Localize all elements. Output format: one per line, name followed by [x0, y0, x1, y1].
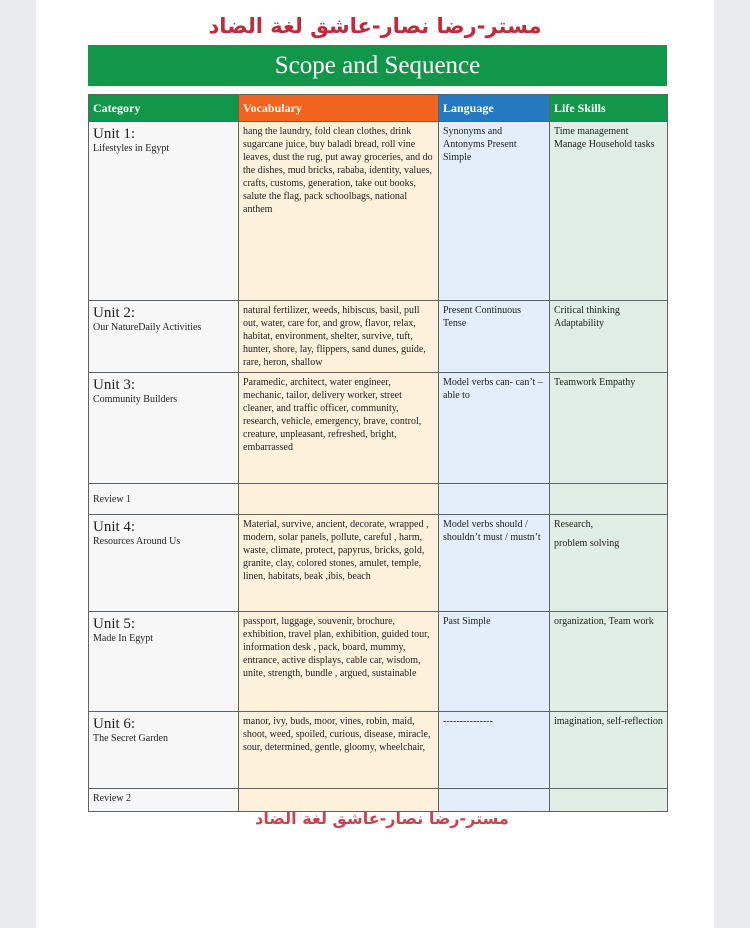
scope-sequence-table	[88, 94, 668, 812]
vocabulary-cell: natural fertilizer, weeds, hibiscus, basil, pull out, water, care for, and grow, flavor, relax, habitat, environment, shelter, survive, tuft, hunter, shore, lay, flippers, sand dunes, guide, rare, heron, shallow	[239, 301, 439, 373]
life-skill-item: problem solving	[554, 538, 620, 549]
header-vocabulary: Vocabulary	[239, 95, 439, 122]
unit-subtitle: Lifestyles in Egypt	[93, 143, 170, 154]
vocabulary-cell	[239, 484, 439, 515]
life-skills-cell: Teamwork Empathy	[550, 373, 668, 484]
life-skill-item: Research,	[554, 519, 594, 530]
life-skills-cell	[550, 484, 668, 515]
vocabulary-cell: Paramedic, architect, water engineer, mechanic, tailor, delivery worker, street cleaner, and traffic officer, community, research, vehicle, emergency, brave, control, creature, unpleasant, refreshed, bright, embarrassed	[239, 373, 439, 484]
watermark-bottom: مستر-رضا نصار-عاشق لغة الضاد	[255, 809, 509, 828]
header-language: Language	[439, 95, 550, 122]
review-label: Review 2	[89, 789, 239, 812]
category-cell	[89, 373, 239, 484]
unit-subtitle: Made In Egypt	[93, 633, 153, 644]
unit-subtitle: Resources Around Us	[93, 536, 181, 547]
table-row	[89, 484, 668, 515]
vocabulary-cell: Material, survive, ancient, decorate, wrapped , modern, solar panels, pollute, careful , harm, waste, climate, protect, papyrus, bricks, gold, granite, clay, colored stones, amulet, temple, linen, habitats, beak ,ibis, beach	[239, 515, 439, 612]
category-cell	[89, 712, 239, 789]
life-skills-cell	[550, 515, 668, 612]
life-skills-cell: imagination, self-reflection	[550, 712, 668, 789]
unit-title: Unit 6:	[93, 716, 136, 732]
table-row	[89, 515, 668, 612]
table-header-row	[89, 95, 668, 122]
unit-title: Unit 5:	[93, 616, 136, 632]
review-label: Review 1	[89, 484, 239, 515]
category-cell	[89, 122, 239, 301]
vocabulary-cell: manor, ivy, buds, moor, vines, robin, maid, shoot, weed, spoiled, curious, disease, miracle, sour, determined, gentle, gloomy, wheelchair,	[239, 712, 439, 789]
life-skills-cell: organization, Team work	[550, 612, 668, 712]
language-cell: Past Simple	[439, 612, 550, 712]
language-cell	[439, 484, 550, 515]
category-cell	[89, 612, 239, 712]
unit-title: Unit 1:	[93, 126, 136, 142]
watermark-top: مستر-رضا نصار-عاشق لغة الضاد	[208, 14, 542, 38]
language-cell: ---------------	[439, 712, 550, 789]
unit-title: Unit 4:	[93, 519, 136, 535]
language-cell: Model verbs can- can’t – able to	[439, 373, 550, 484]
vocabulary-cell: hang the laundry, fold clean clothes, drink sugarcane juice, buy baladi bread, roll vine leaves, dust the rug, put away groceries, and do the dishes, mud bricks, rababa, identity, values, crafts, customs, generation, take out books, salute the flag, pack schoolbags, national anthem	[239, 122, 439, 301]
header-life-skills: Life Skills	[550, 95, 668, 122]
language-cell: Model verbs should / shouldn’t must / mustn’t	[439, 515, 550, 612]
life-skills-cell: Time management Manage Household tasks	[550, 122, 668, 301]
table-row	[89, 301, 668, 373]
life-skills-cell: Critical thinking Adaptability	[550, 301, 668, 373]
unit-subtitle: Community Builders	[93, 394, 178, 405]
category-cell	[89, 301, 239, 373]
language-cell: Synonyms and Antonyms Present Simple	[439, 122, 550, 301]
unit-subtitle: Our NatureDaily Activities	[93, 322, 202, 333]
page-title: Scope and Sequence	[88, 45, 667, 86]
unit-title: Unit 2:	[93, 305, 136, 321]
category-cell	[89, 515, 239, 612]
table-row	[89, 373, 668, 484]
unit-title: Unit 3:	[93, 377, 136, 393]
vocabulary-cell: passport, luggage, souvenir, brochure, exhibition, travel plan, exhibition, guided tour, information desk , pack, board, mummy, entrance, active displays, cable car, wisdom, unite, strength, bundle , argued, sustainable	[239, 612, 439, 712]
header-category: Category	[89, 95, 239, 122]
table-row	[89, 612, 668, 712]
table-row	[89, 122, 668, 301]
language-cell: Present Continuous Tense	[439, 301, 550, 373]
table-row	[89, 712, 668, 789]
unit-subtitle: The Secret Garden	[93, 733, 168, 744]
